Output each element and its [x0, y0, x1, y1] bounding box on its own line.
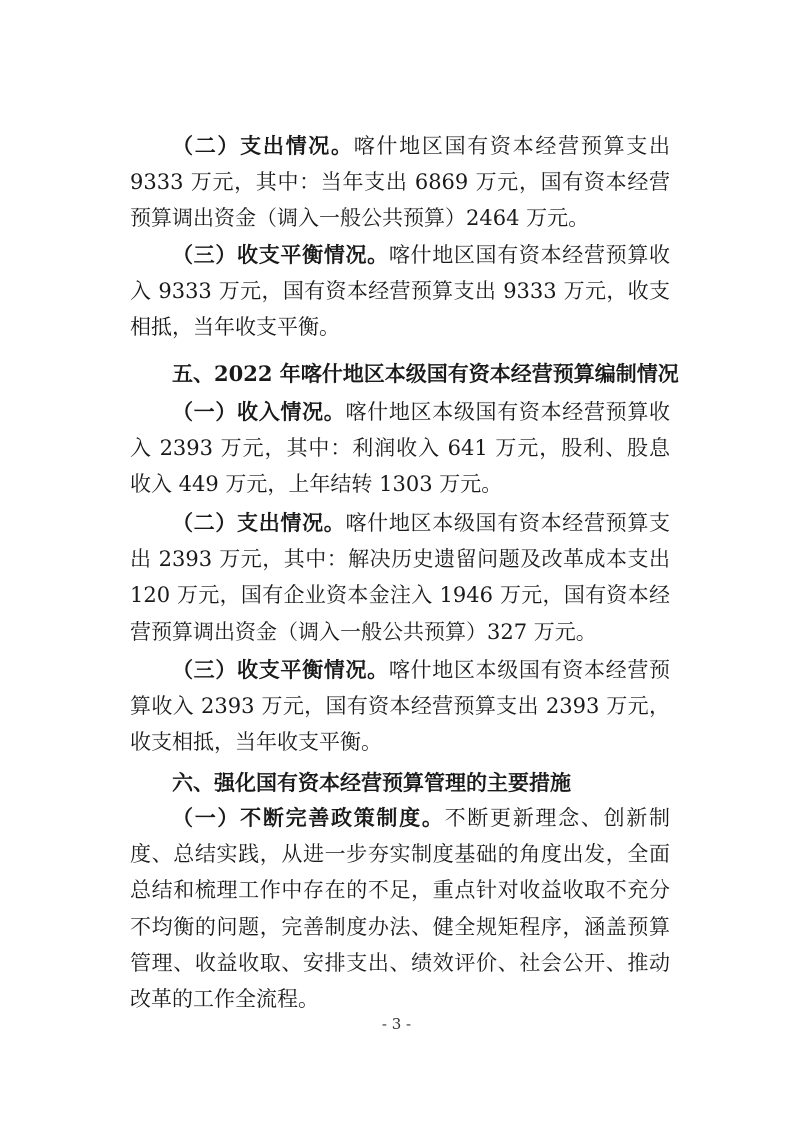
paragraph-lead: （三）收支平衡情况。 — [172, 242, 389, 267]
paragraph-lead: （一）不断完善政策制度。 — [172, 805, 445, 830]
paragraph-lead: （一）收入情况。 — [172, 399, 346, 424]
paragraph-income-level — [130, 394, 670, 503]
paragraph-text: 喀什地区国有资本经营预算支出 9333 万元，其中：当年支出 6869 万元，国有资本经营预算调出资金（调入一般公共预算）2464 万元。 — [130, 134, 671, 231]
paragraph-lead: （三）收支平衡情况。 — [172, 657, 389, 682]
paragraph-policy-improvement — [130, 800, 670, 1017]
page-number: - 3 - — [381, 1015, 412, 1033]
paragraph-lead: （二）支出情况。 — [172, 133, 354, 158]
paragraph-lead: （二）支出情况。 — [172, 510, 346, 535]
paragraph-balance-prefecture — [130, 237, 670, 346]
paragraph-text: 不断更新理念、创新制度、总结实践，从进一步夯实制度基础的角度出发，全面总结和梳理工作中存在的不足，重点针对收益收取不充分不均衡的问题，完善制度办法、健全规矩程序，涵盖预算管理、收益收取、安排支出、绩效评价、社会公开、推动改革的工作全流程。 — [130, 806, 671, 1012]
paragraph-expenditure-level — [130, 505, 670, 650]
paragraph-text: 喀什地区本级国有资本经营预算收入 2393 万元，国有资本经营预算支出 2393 万元，收支相抵，当年收支平衡。 — [130, 658, 671, 755]
paragraph-text: 喀什地区国有资本经营预算收入 9333 万元，国有资本经营预算支出 9333 万元，收支相抵，当年收支平衡。 — [130, 243, 671, 340]
paragraph-text: 喀什地区本级国有资本经营预算支出 2393 万元，其中：解决历史遗留问题及改革成本支出 120 万元，国有企业资本金注入 1946 万元，国有资本经营预算调出资金（调入一般公共预算）327 万元。 — [130, 511, 671, 644]
paragraph-balance-level — [130, 652, 670, 761]
section-heading-six: 六、强化国有资本经营预算管理的主要措施 — [172, 770, 571, 795]
section-heading-five: 五、2022 年喀什地区本级国有资本经营预算编制情况 — [172, 361, 679, 386]
paragraph-text: 喀什地区本级国有资本经营预算收入 2393 万元，其中：利润收入 641 万元，股利、股息收入 449 万元，上年结转 1303 万元。 — [130, 400, 671, 497]
paragraph-expenditure-prefecture — [130, 128, 670, 237]
